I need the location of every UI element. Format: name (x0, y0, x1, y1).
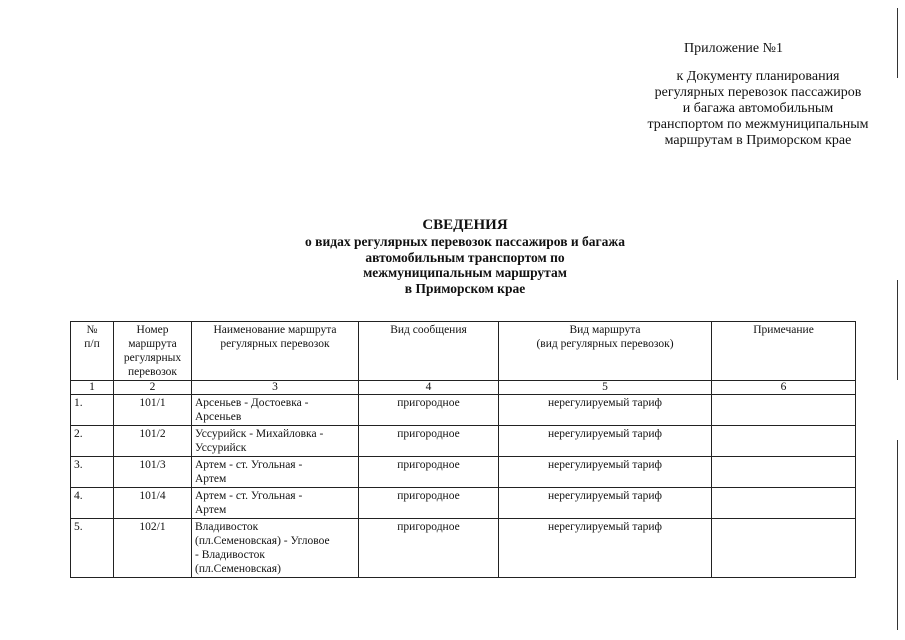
column-number: 1 (71, 381, 114, 395)
column-number: 3 (192, 381, 359, 395)
document-title (0, 216, 905, 296)
row-index: 2. (71, 426, 114, 457)
table-header-row (71, 322, 856, 381)
column-number: 2 (114, 381, 192, 395)
document-title-main: СВЕДЕНИЯ (422, 217, 508, 233)
route-number: 101/1 (114, 395, 192, 426)
header-index: № п/п (71, 322, 114, 381)
table-row (71, 426, 856, 457)
route-type: нерегулируемый тариф (499, 395, 712, 426)
route-type: нерегулируемый тариф (499, 426, 712, 457)
table-row (71, 395, 856, 426)
document-title-line: автомобильным транспортом по (365, 249, 565, 265)
route-number: 101/3 (114, 457, 192, 488)
route-name: Артем - ст. Угольная - Артем (192, 457, 359, 488)
appendix-line: регулярных перевозок пассажиров (654, 85, 862, 100)
column-number: 5 (499, 381, 712, 395)
route-type: нерегулируемый тариф (499, 519, 712, 578)
route-number: 101/2 (114, 426, 192, 457)
route-name: Уссурийск - Михайловка - Уссурийск (192, 426, 359, 457)
document-title-line: межмуниципальным маршрутам (363, 265, 567, 281)
appendix-line: транспортом по межмуниципальным (647, 117, 869, 132)
route-note (712, 488, 856, 519)
appendix-title: Приложение №1 (684, 41, 783, 56)
routes-table (70, 321, 856, 578)
appendix-line: маршрутам в Приморском крае (664, 133, 852, 148)
service-type: пригородное (359, 395, 499, 426)
row-index: 1. (71, 395, 114, 426)
service-type: пригородное (359, 457, 499, 488)
route-number: 102/1 (114, 519, 192, 578)
header-route-name: Наименование маршрута регулярных перевозок (192, 322, 359, 381)
route-type: нерегулируемый тариф (499, 488, 712, 519)
document-title-line: в Приморском крае (404, 280, 526, 296)
appendix-line: к Документу планирования (676, 69, 840, 84)
row-index: 4. (71, 488, 114, 519)
service-type: пригородное (359, 426, 499, 457)
route-name: Владивосток (пл.Семеновская) - Угловое - Владивосток (пл.Семеновская) (192, 519, 359, 578)
route-name: Артем - ст. Угольная - Артем (192, 488, 359, 519)
appendix-line: и багажа автомобильным (682, 101, 834, 116)
route-note (712, 457, 856, 488)
scan-edge-mark (897, 440, 898, 630)
route-note (712, 395, 856, 426)
header-note: Примечание (712, 322, 856, 381)
route-number: 101/4 (114, 488, 192, 519)
table-row (71, 519, 856, 578)
appendix-description (608, 69, 905, 149)
service-type: пригородное (359, 488, 499, 519)
route-note (712, 519, 856, 578)
service-type: пригородное (359, 519, 499, 578)
route-type: нерегулируемый тариф (499, 457, 712, 488)
route-name: Арсеньев - Достоевка - Арсеньев (192, 395, 359, 426)
column-number-row (71, 381, 856, 395)
scan-edge-mark (897, 280, 898, 380)
table-row (71, 488, 856, 519)
header-route-number: Номер маршрута регулярных перевозок (114, 322, 192, 381)
row-index: 5. (71, 519, 114, 578)
scan-edge-mark (897, 8, 898, 78)
route-note (712, 426, 856, 457)
header-route-type: Вид маршрута (вид регулярных перевозок) (499, 322, 712, 381)
column-number: 4 (359, 381, 499, 395)
document-title-line: о видах регулярных перевозок пассажиров и багажа (305, 234, 625, 249)
header-service-type: Вид сообщения (359, 322, 499, 381)
table-row (71, 457, 856, 488)
column-number: 6 (712, 381, 856, 395)
row-index: 3. (71, 457, 114, 488)
